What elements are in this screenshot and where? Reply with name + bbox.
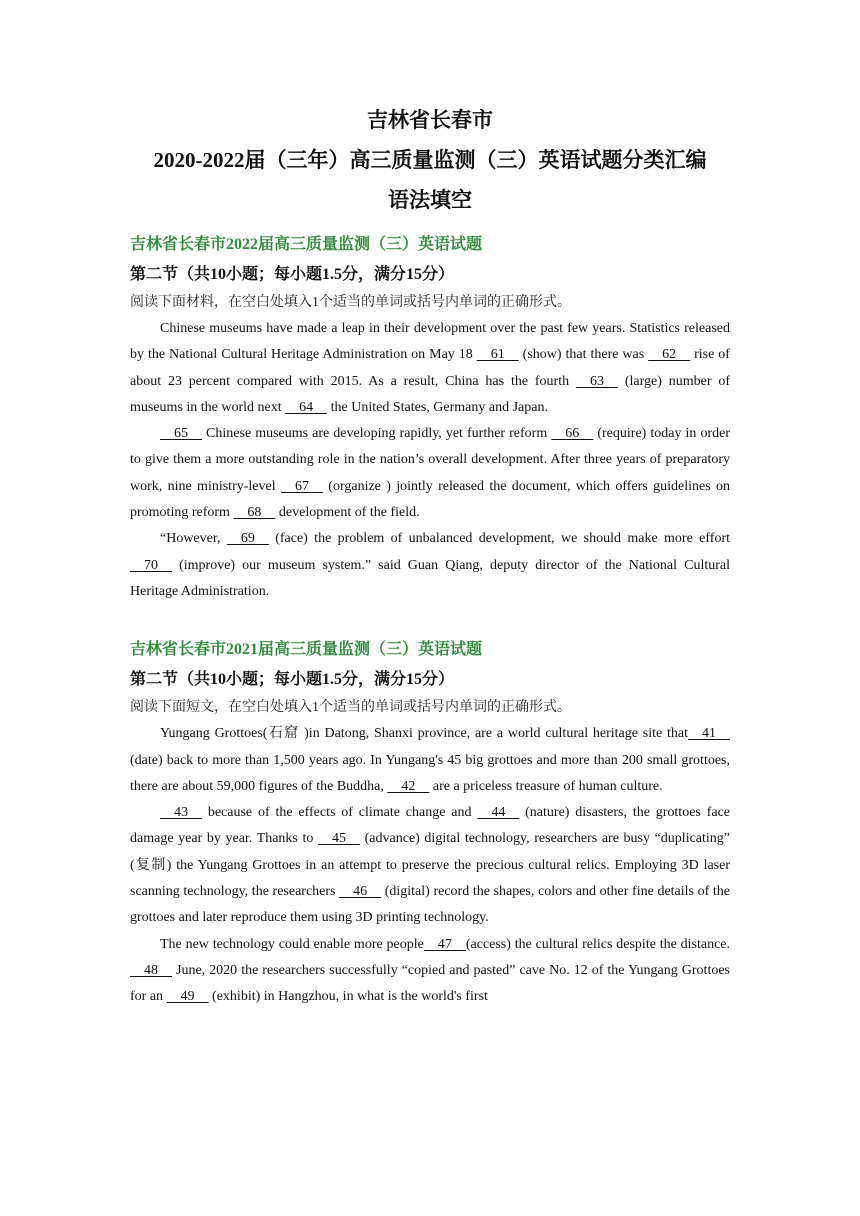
answer-blank[interactable]: 44 (477, 805, 520, 821)
passage-text: development of the field. (275, 505, 420, 521)
passage-text: “However, (160, 531, 227, 547)
section-heading: 吉林省长春市2022届高三质量监测（三）英语试题 (130, 236, 483, 253)
answer-blank[interactable]: 46 (339, 884, 382, 900)
part-heading: 第二节（共10小题；每小题1.5分，满分15分） (130, 266, 455, 283)
answer-blank[interactable]: 67 (280, 478, 323, 494)
answer-blank[interactable]: 70 (130, 557, 172, 573)
passage-text: (exhibit) in Hangzhou, in what is the world's first (208, 989, 488, 1005)
passage-text: (access) the cultural relics despite the distance. (465, 936, 730, 952)
passage-text: The new technology could enable more people (160, 936, 424, 952)
passage-paragraph (130, 316, 730, 421)
answer-blank[interactable]: 62 (648, 347, 691, 363)
passage-text: (show) that there was (518, 347, 649, 363)
answer-blank[interactable]: 64 (285, 399, 328, 415)
doc-title-line-3: 语法填空 (388, 188, 472, 212)
passage-paragraph (130, 932, 730, 1011)
passage-text: (large) number of museums in the world next (130, 373, 730, 415)
passage-text: because of the effects of climate change and (202, 805, 478, 821)
sections-container (130, 232, 730, 1011)
passage-text: (advance) digital technology, researchers are busy “duplicating” (复制) the Yungang Grottoes in an attempt to preserve the precious cultural relics. Employing 3D laser scanning technology, the researchers (130, 831, 731, 900)
passage-text: (face) the problem of unbalanced development, we should make more effort (268, 531, 730, 547)
answer-blank[interactable]: 65 (160, 426, 202, 442)
answer-blank[interactable]: 47 (423, 936, 466, 952)
exam-section (130, 232, 730, 605)
passage-paragraph (130, 721, 730, 800)
passage-text: (improve) our museum system.” said Guan Qiang, deputy director of the National Cultural Heritage Administration. (130, 557, 730, 599)
answer-blank[interactable]: 43 (160, 805, 202, 821)
answer-blank[interactable]: 45 (318, 831, 361, 847)
answer-blank[interactable]: 69 (226, 531, 269, 547)
passage-text: (require) today in order to give them a more outstanding role in the nation’s overall development. After three years of preparatory work, nine ministry-level (130, 426, 731, 494)
part-heading: 第二节（共10小题；每小题1.5分，满分15分） (130, 671, 455, 689)
section-gap (130, 605, 730, 625)
answer-blank[interactable]: 48 (130, 962, 172, 978)
passage-text: rise of about 23 percent compared with 2015. As a result, China has the fourth (130, 347, 730, 389)
exam-section (130, 637, 730, 1010)
passage-text: (organize ) jointly released the document, which offers guidelines on promoting reform (130, 478, 730, 521)
doc-title-line-1: 吉林省长春市 (367, 108, 493, 132)
instruction-text: 阅读下面短文，在空白处填入1个适当的单词或括号内单词的正确形式。 (130, 700, 571, 716)
passage-text: Chinese museums are developing rapidly, yet further reform (202, 426, 552, 442)
instruction-text: 阅读下面材料，在空白处填入1个适当的单词或括号内单词的正确形式。 (130, 295, 571, 310)
answer-blank[interactable]: 41 (688, 726, 730, 742)
answer-blank[interactable]: 49 (166, 989, 209, 1005)
section-heading: 吉林省长春市2021届高三质量监测（三）英语试题 (130, 641, 483, 659)
passage-paragraph (130, 800, 730, 931)
passage-text: June, 2020 the researchers successfully “copied and pasted” cave No. 12 of the Yungang Grottoes for an (130, 962, 730, 1005)
passage-paragraph (130, 526, 730, 605)
answer-blank[interactable]: 42 (387, 778, 430, 794)
passage-paragraph (130, 421, 730, 526)
answer-blank[interactable]: 63 (575, 373, 618, 389)
answer-blank[interactable]: 61 (476, 347, 519, 363)
answer-blank[interactable]: 68 (233, 505, 276, 521)
doc-title-line-2: 2020-2022届（三年）高三质量监测（三）英语试题分类汇编 (153, 148, 707, 172)
document-page (130, 100, 730, 1011)
passage-text: (nature) disasters, the grottoes face damage year by year. Thanks to (130, 805, 730, 847)
answer-blank[interactable]: 66 (551, 426, 594, 442)
passage-text: are a priceless treasure of human culture. (429, 778, 663, 794)
passage-text: Yungang Grottoes(石窟 )in Datong, Shanxi province, are a world cultural heritage site that (160, 726, 688, 742)
passage-text: (digital) record the shapes, colors and other fine details of the grottoes and later reproduce them using 3D printing technology. (130, 884, 730, 926)
passage-text: Chinese museums have made a leap in their development over the past few years. Statistics released by the National Cultural Heritage Administration on May 18 (130, 321, 730, 363)
passage-text: the United States, Germany and Japan. (327, 399, 548, 415)
passage-text: (date) back to more than 1,500 years ago. In Yungang's 45 big grottoes and more than 200 small grottoes, there are about 59,000 figures of the Buddha, (130, 752, 730, 794)
